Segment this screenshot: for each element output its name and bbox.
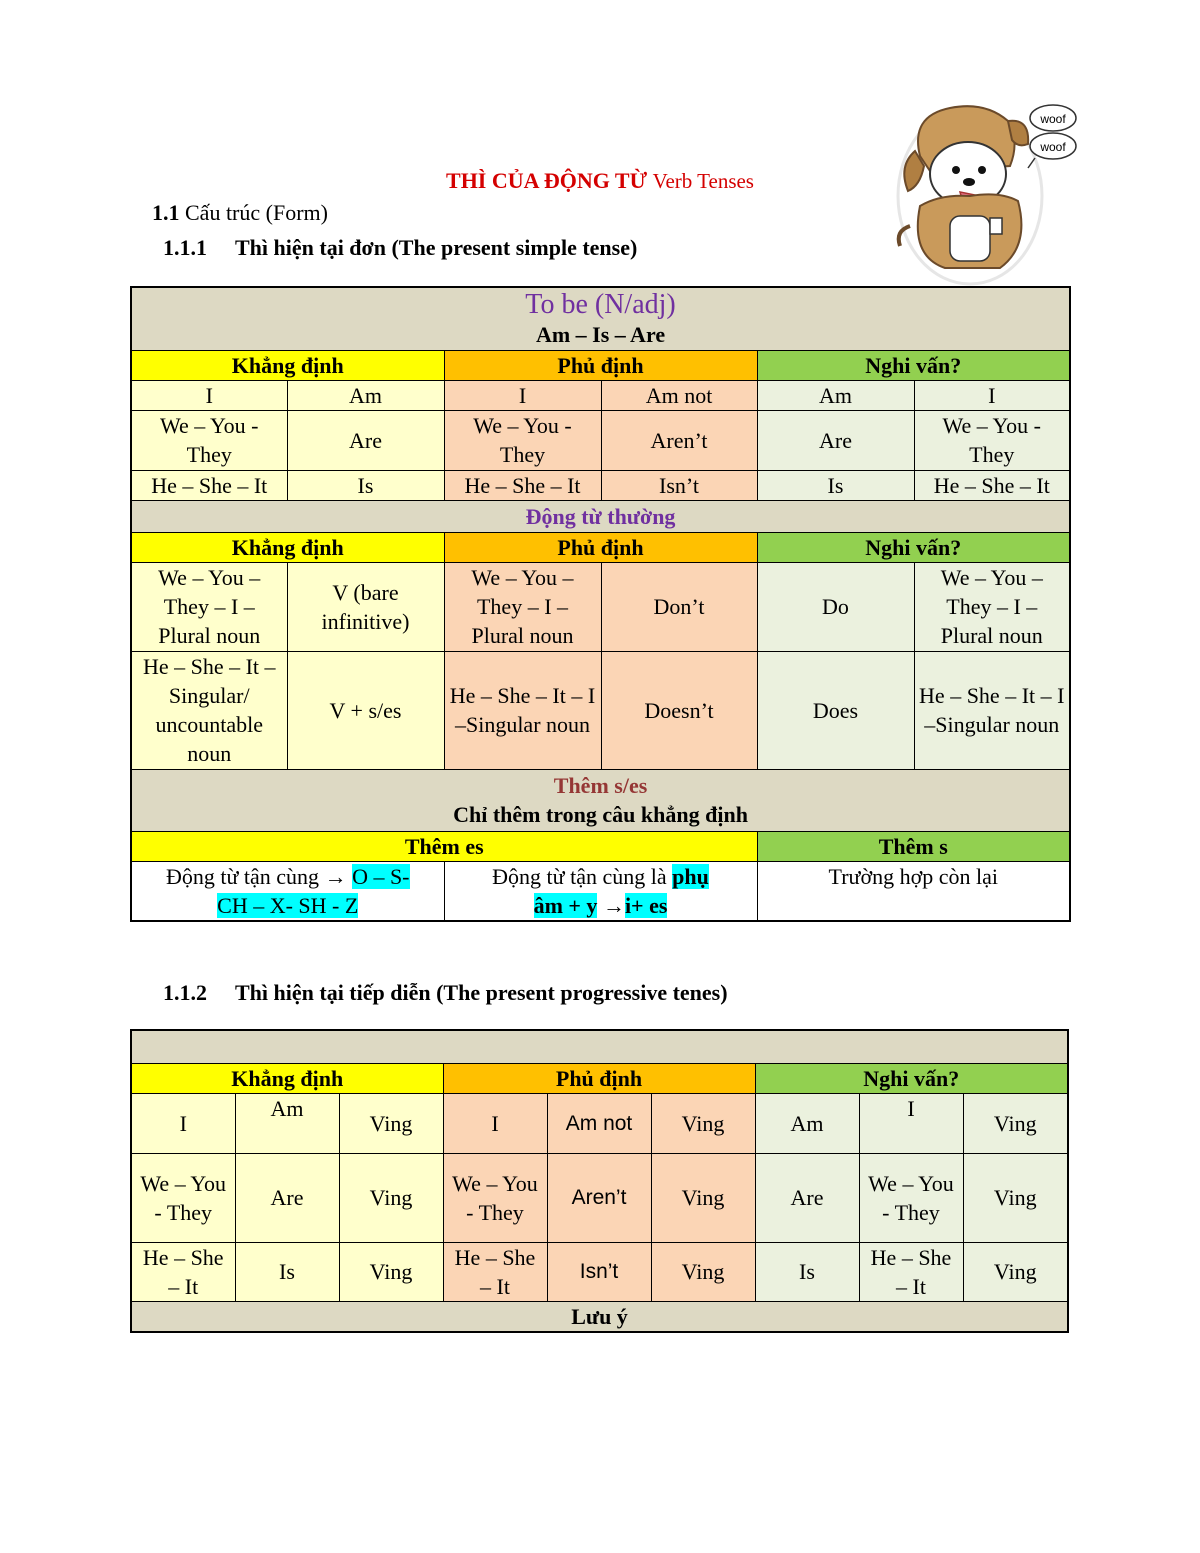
add-s-only-header: Thêm s [757,831,1070,861]
col-header-question: Nghi vấn? [757,532,1070,562]
table2-header-blank [131,1030,1068,1063]
rule1-highlight-2: CH – X- SH - Z [217,892,359,918]
rule2-highlight-2: âm + y [533,892,598,918]
present-simple-table [130,286,1071,922]
subsection-number: 1.1.2 [163,980,207,1005]
cell: Am [757,380,914,410]
cell: Am not [601,380,757,410]
arrow-icon: → [324,863,347,889]
col-header-negative: Phủ định [443,1063,755,1093]
cell: Isn’t [547,1242,651,1301]
cell: V + s/es [287,651,444,769]
table-row [131,1153,1068,1242]
cell: Is [287,470,444,500]
woof-text-1: woof [1040,112,1066,126]
cell: He – She – It [443,1242,547,1301]
cell: Ving [651,1153,755,1242]
cell: We – You - They [443,1153,547,1242]
cell: I [443,1093,547,1153]
subsection-heading-1 [163,235,637,261]
subsection-number: 1.1.1 [163,235,207,260]
table-row [131,651,1070,769]
cell: Ving [963,1242,1068,1301]
add-es-header: Thêm es [131,831,757,861]
cell: We – You - They [859,1153,963,1242]
cell: Are [287,410,444,470]
cell: Ving [651,1242,755,1301]
rule2-text: Động từ tận cùng là [492,863,673,889]
woof-bubble-2 [1030,133,1076,159]
cell [547,1093,651,1153]
col-header-question: Nghi vấn? [755,1063,1068,1093]
note-row: Lưu ý [131,1301,1068,1332]
cell: He – She – It [914,470,1070,500]
rule-es-ending [131,861,444,921]
table-row [131,380,1070,410]
cell: We – You – They – I – Plural noun [131,562,287,651]
cell: Ving [339,1093,443,1153]
cell: We – You - They [131,410,287,470]
rule-consonant-y [444,861,757,921]
cell: Don’t [601,562,757,651]
table-row [131,1242,1068,1301]
present-progressive-table [130,1029,1069,1333]
col-header-negative: Phủ định [444,532,757,562]
cell: He – She – It – I –Singular noun [444,651,601,769]
cell: Are [235,1153,339,1242]
cell: Is [235,1242,339,1301]
tobe-header [131,287,1070,350]
am-not-text: Am not [565,1111,633,1135]
cell: I [131,1093,235,1153]
cell: Is [755,1242,859,1301]
arrow-icon: → [602,892,625,918]
cell: Does [757,651,914,769]
cell: V (bare infinitive) [287,562,444,651]
cell: Am [755,1093,859,1153]
add-s-header [131,769,1070,831]
dog-illustration [890,96,1085,286]
cell: He – She – It [131,470,287,500]
cell: We – You - They [131,1153,235,1242]
cell: We – You - They [444,410,601,470]
cell: Is [757,470,914,500]
rule1-highlight-1: O – S- [352,863,410,889]
cell: We – You – They – I – Plural noun [914,562,1070,651]
title-main: THÌ CỦA ĐỘNG TỪ [446,168,648,193]
rule2-highlight-1: phụ [672,863,709,889]
rule-others: Trường hợp còn lại [757,861,1070,921]
rule1-text: Động từ tận cùng [165,863,325,889]
cell: Doesn’t [601,651,757,769]
cell: I [444,380,601,410]
table-row [131,1093,1068,1153]
cell: I [859,1093,963,1153]
cell: He – She – It [444,470,601,500]
cell: Ving [339,1242,443,1301]
cell: Am [235,1093,339,1153]
cell: We – You - They [914,410,1070,470]
cell: Do [757,562,914,651]
subsection-label: Thì hiện tại tiếp diễn (The present progressive tenes) [235,980,728,1005]
section-heading [152,200,328,226]
cell: He – She – It [131,1242,235,1301]
tobe-title: To be (N/adj) [525,288,676,320]
section-label: Cấu trúc (Form) [185,200,328,225]
col-header-affirmative: Khẳng định [131,350,444,380]
cell: Ving [339,1153,443,1242]
cell: Are [757,410,914,470]
table-row [131,410,1070,470]
col-header-affirmative: Khẳng định [131,532,444,562]
cell: Ving [963,1093,1068,1153]
cell: Ving [651,1093,755,1153]
cell: I [131,380,287,410]
table-row [131,470,1070,500]
subsection-heading-2 [163,980,728,1006]
section-number: 1.1 [152,200,180,225]
table-row [131,562,1070,651]
title-english: Verb Tenses [652,169,754,193]
cell: Isn’t [601,470,757,500]
add-s-title: Thêm s/es [553,773,648,798]
subsection-label: Thì hiện tại đơn (The present simple tense) [235,235,638,260]
tobe-subtitle: Am – Is – Are [535,321,666,347]
cell: Ving [963,1153,1068,1242]
verb-section-title: Động từ thường [131,500,1070,532]
cell: We – You – They – I – Plural noun [444,562,601,651]
cell: He – She – It – I –Singular noun [914,651,1070,769]
cell: Aren’t [547,1153,651,1242]
cell: Are [755,1153,859,1242]
col-header-question: Nghi vấn? [757,350,1070,380]
cell: I [914,380,1070,410]
rule2-highlight-3: i+ es [624,892,668,918]
add-s-subtitle: Chỉ thêm trong câu khẳng định [453,802,748,827]
cell: Am [287,380,444,410]
woof-text-2: woof [1040,140,1066,154]
cell: He – She – It –Singular/ uncountable noun [131,651,287,769]
cell: He – She – It [859,1242,963,1301]
cell: Aren’t [601,410,757,470]
col-header-affirmative: Khẳng định [131,1063,443,1093]
col-header-negative: Phủ định [444,350,757,380]
woof-bubble-1 [1030,105,1076,131]
